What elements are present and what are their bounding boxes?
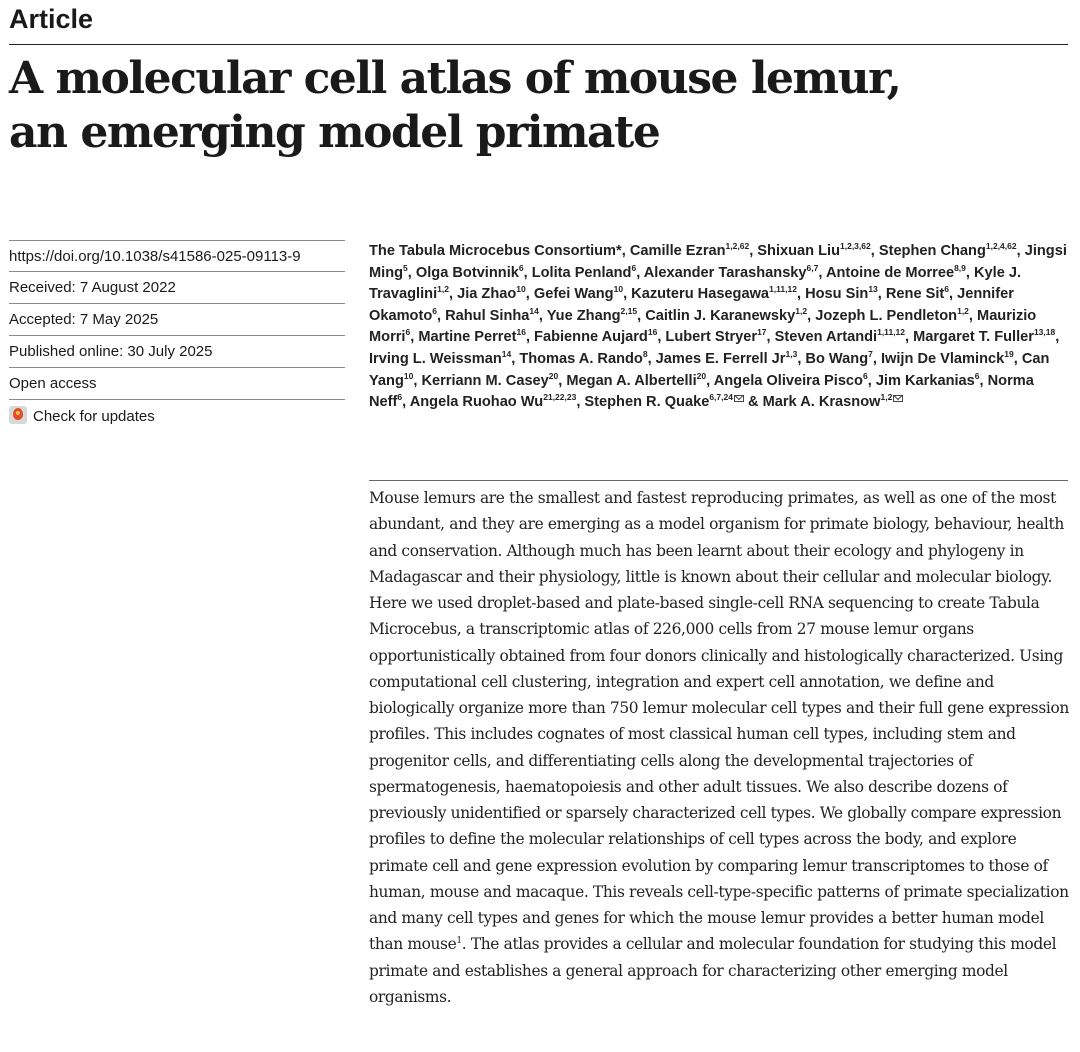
- author-affiliation[interactable]: 5: [403, 262, 408, 273]
- author-affiliation[interactable]: 6: [631, 262, 637, 273]
- author-affiliation[interactable]: 6,7,24: [709, 392, 733, 403]
- author-name[interactable]: Margaret T. Fuller: [913, 329, 1034, 346]
- author-affiliation[interactable]: 8,9: [954, 262, 966, 273]
- author-affiliation[interactable]: 1,2: [795, 305, 808, 316]
- author-affiliation[interactable]: 1,2: [437, 284, 449, 295]
- author-name[interactable]: Hosu Sin: [805, 286, 869, 303]
- author-name[interactable]: James E. Ferrell Jr: [655, 350, 786, 367]
- author-name[interactable]: Caitlin J. Karanewsky: [645, 307, 796, 324]
- author-name[interactable]: The Tabula Microcebus Consortium*: [369, 243, 622, 259]
- author-name[interactable]: Lubert Stryer: [665, 329, 758, 346]
- author-name[interactable]: Megan A. Albertelli: [566, 372, 697, 389]
- author-name[interactable]: Kerriann M. Casey: [421, 372, 549, 389]
- author-affiliation[interactable]: 10: [516, 284, 526, 295]
- author-name[interactable]: Steven Artandi: [774, 329, 878, 346]
- email-icon[interactable]: [734, 395, 744, 402]
- author-affiliation[interactable]: 20: [696, 370, 707, 381]
- author-separator: ,: [706, 372, 714, 389]
- author-name[interactable]: Martine Perret: [418, 329, 517, 346]
- author-separator: ,: [979, 372, 988, 389]
- author-name[interactable]: Antoine de Morree: [825, 264, 955, 281]
- doi-link[interactable]: https://doi.org/10.1038/s41586-025-09113-9: [9, 240, 345, 272]
- author-name[interactable]: Olga Botvinnik: [415, 264, 519, 281]
- author-affiliation[interactable]: 6: [432, 305, 437, 316]
- author-affiliation[interactable]: 19: [1004, 348, 1014, 359]
- author-name[interactable]: Angela Ruohao Wu: [409, 394, 544, 411]
- author-affiliation[interactable]: 1,2,3,62: [840, 241, 871, 251]
- article-title-line-2: an emerging model primate: [9, 107, 660, 158]
- author-separator: ,: [523, 264, 532, 281]
- author-name[interactable]: Kazuteru Hasegawa: [631, 286, 770, 303]
- author-affiliation[interactable]: 8: [642, 348, 648, 359]
- author-separator: ,: [807, 307, 816, 324]
- author-separator: &: [743, 394, 763, 411]
- author-affiliation[interactable]: 2,15: [620, 305, 638, 316]
- author-affiliation[interactable]: 6: [397, 392, 403, 403]
- author-affiliation[interactable]: 6: [862, 370, 868, 381]
- author-separator: ,: [647, 350, 656, 367]
- open-access-label: Open access: [9, 368, 345, 400]
- author-affiliation[interactable]: 14: [529, 305, 539, 316]
- article-title: [9, 52, 1069, 160]
- received-date: Received: 7 August 2022: [9, 272, 345, 304]
- author-name[interactable]: Rahul Sinha: [445, 307, 530, 324]
- author-name[interactable]: Irving L. Weissman: [369, 350, 502, 367]
- author-name[interactable]: Iwijn De Vlaminck: [880, 350, 1005, 367]
- author-affiliation[interactable]: 6: [974, 370, 980, 381]
- author-affiliation[interactable]: 1,3: [785, 348, 798, 359]
- abstract-divider: [369, 480, 1068, 481]
- article-title-line-1: A molecular cell atlas of mouse lemur,: [9, 53, 901, 104]
- author-separator: ,: [1016, 243, 1025, 259]
- author-separator: ,: [511, 350, 520, 367]
- author-affiliation[interactable]: 6: [944, 284, 950, 295]
- author-name[interactable]: Jozeph L. Pendleton: [815, 307, 958, 324]
- author-separator: ,: [637, 307, 646, 324]
- author-affiliation[interactable]: 16: [647, 327, 658, 338]
- author-separator: ,: [621, 243, 630, 259]
- author-separator: ,: [867, 372, 876, 389]
- author-name[interactable]: Bo Wang: [805, 350, 869, 367]
- check-updates-button[interactable]: [9, 400, 345, 432]
- author-separator: ,: [766, 329, 775, 346]
- author-name[interactable]: Norma Neff: [369, 372, 1034, 411]
- header-divider: [9, 44, 1068, 45]
- author-separator: ,: [410, 329, 419, 346]
- author-separator: ,: [877, 286, 886, 303]
- author-separator: ,: [636, 264, 644, 281]
- author-name[interactable]: Jim Karkanias: [875, 372, 975, 389]
- abstract: [369, 485, 1074, 1010]
- author-name[interactable]: Rene Sit: [885, 286, 945, 303]
- check-updates-label: Check for updates: [33, 408, 155, 425]
- author-separator: ,: [797, 350, 806, 367]
- author-name[interactable]: Lolita Penland: [531, 264, 632, 281]
- author-separator: ,: [818, 264, 826, 281]
- author-name[interactable]: Jennifer Okamoto: [369, 286, 1014, 324]
- author-name[interactable]: Kyle J. Travaglini: [369, 264, 1022, 303]
- author-name[interactable]: Jia Zhao: [457, 286, 517, 303]
- author-affiliation[interactable]: 16: [516, 327, 526, 338]
- author-name[interactable]: Gefei Wang: [533, 286, 614, 303]
- author-separator: ,: [525, 286, 534, 303]
- author-affiliation[interactable]: 14: [501, 348, 512, 359]
- author-separator: ,: [402, 394, 410, 411]
- author-affiliation[interactable]: 1,2: [880, 392, 893, 403]
- author-affiliation[interactable]: 10: [613, 284, 624, 295]
- crossmark-icon: [9, 406, 27, 424]
- author-separator: ,: [436, 307, 446, 324]
- author-separator: ,: [872, 350, 881, 367]
- author-name[interactable]: Maurizio Morri: [369, 307, 1037, 346]
- author-separator: ,: [407, 264, 416, 281]
- author-name[interactable]: Camille Ezran: [629, 243, 726, 259]
- author-separator: ,: [576, 394, 585, 411]
- author-name[interactable]: Alexander Tarashansky: [643, 264, 807, 281]
- author-separator: ,: [413, 372, 422, 389]
- author-name[interactable]: Jingsi Ming: [369, 243, 1067, 281]
- author-name[interactable]: Thomas A. Rando: [519, 350, 643, 367]
- author-separator: ,: [525, 329, 535, 346]
- author-affiliation[interactable]: 6: [518, 262, 524, 273]
- author-affiliation[interactable]: 1,2,62: [725, 241, 750, 251]
- author-separator: ,: [749, 243, 758, 259]
- author-separator: ,: [949, 286, 958, 303]
- author-separator: ,: [904, 329, 914, 346]
- author-name[interactable]: Angela Oliveira Pisco: [713, 372, 863, 389]
- article-type-label: Article: [9, 4, 94, 34]
- author-affiliation[interactable]: 7: [868, 348, 873, 359]
- author-affiliation[interactable]: 13,18: [1033, 327, 1056, 338]
- author-affiliation[interactable]: 13: [868, 284, 878, 295]
- author-separator: ,: [796, 286, 806, 303]
- author-affiliation[interactable]: 1,11,12: [877, 327, 905, 338]
- author-affiliation[interactable]: 21,22,23: [543, 392, 577, 403]
- author-name[interactable]: Yue Zhang: [546, 307, 621, 324]
- author-name[interactable]: Can Yang: [369, 350, 1050, 389]
- author-separator: ,: [870, 243, 879, 259]
- author-separator: ,: [968, 307, 978, 324]
- published-date: Published online: 30 July 2025: [9, 336, 345, 368]
- author-name[interactable]: Mark A. Krasnow: [762, 394, 881, 411]
- author-separator: ,: [1055, 329, 1060, 346]
- author-affiliation[interactable]: 1,2,4,62: [985, 241, 1017, 251]
- author-separator: ,: [538, 307, 547, 324]
- accepted-date: Accepted: 7 May 2025: [9, 304, 345, 336]
- author-affiliation[interactable]: 1,2: [957, 305, 969, 316]
- author-affiliation[interactable]: 20: [548, 370, 559, 381]
- author-name[interactable]: Shixuan Liu: [757, 243, 840, 259]
- email-icon[interactable]: [893, 395, 903, 402]
- abstract-text-end: . The atlas provides a cellular and molecular foundation for studying this model primate and establishes a general approach for characterizing other emerging model organisms.: [369, 935, 1057, 1006]
- author-name[interactable]: Stephen Chang: [878, 243, 986, 259]
- abstract-text: Mouse lemurs are the smallest and fastest reproducing primates, as well as one of the most abundant, and they are emerging as a model organism for primate biology, behaviour, health and conservation. Although much has been learnt about their ecology and phylogeny in Madagascar and their physiology, little is known about their cellular and molecular biology. Here we used droplet-based and plate-based single-cell RNA sequencing to create Tabula Microcebus, a transcriptomic atlas of 226,000 cells from 27 mouse lemur organs opportunistically obtained from four donors clinically and histologically characterized. Using computational cell clustering, integration and expert cell annotation, we define and biologically organize more than 750 lemur molecular cell types and their full gene expression profiles. This includes cognates of most classical human cell types, including stem and progenitor cells, and differentiating cells along the developmental trajectories of spermatogenesis, haematopoiesis and other adult tissues. We also describe dozens of previously unidentified or sparsely characterized cell types. We globally compare expression profiles to define the molecular relationships of cell types across the body, and explore primate cell and gene expression evolution by comparing lemur transcriptomes to those of human, mouse and macaque. This reveals cell-type-specific patterns of primate specialization and many cell types and genes for which the mouse lemur provides a better human model than mouse: [369, 489, 1069, 954]
- author-affiliation[interactable]: 10: [403, 370, 414, 381]
- reference-1[interactable]: 1: [456, 936, 462, 947]
- author-affiliation[interactable]: 6: [405, 327, 411, 338]
- author-affiliation[interactable]: 17: [757, 327, 767, 338]
- article-metadata: [9, 240, 345, 432]
- author-separator: ,: [448, 286, 458, 303]
- author-affiliation[interactable]: 1,11,12: [769, 284, 797, 295]
- author-separator: ,: [558, 372, 567, 389]
- author-affiliation[interactable]: 6,7: [806, 262, 819, 273]
- author-name[interactable]: Fabienne Aujard: [534, 329, 648, 346]
- author-separator: ,: [623, 286, 632, 303]
- author-separator: ,: [965, 264, 975, 281]
- author-separator: ,: [657, 329, 666, 346]
- author-name[interactable]: Stephen R. Quake: [584, 394, 710, 411]
- author-list: [369, 241, 1074, 414]
- author-separator: ,: [1013, 350, 1022, 367]
